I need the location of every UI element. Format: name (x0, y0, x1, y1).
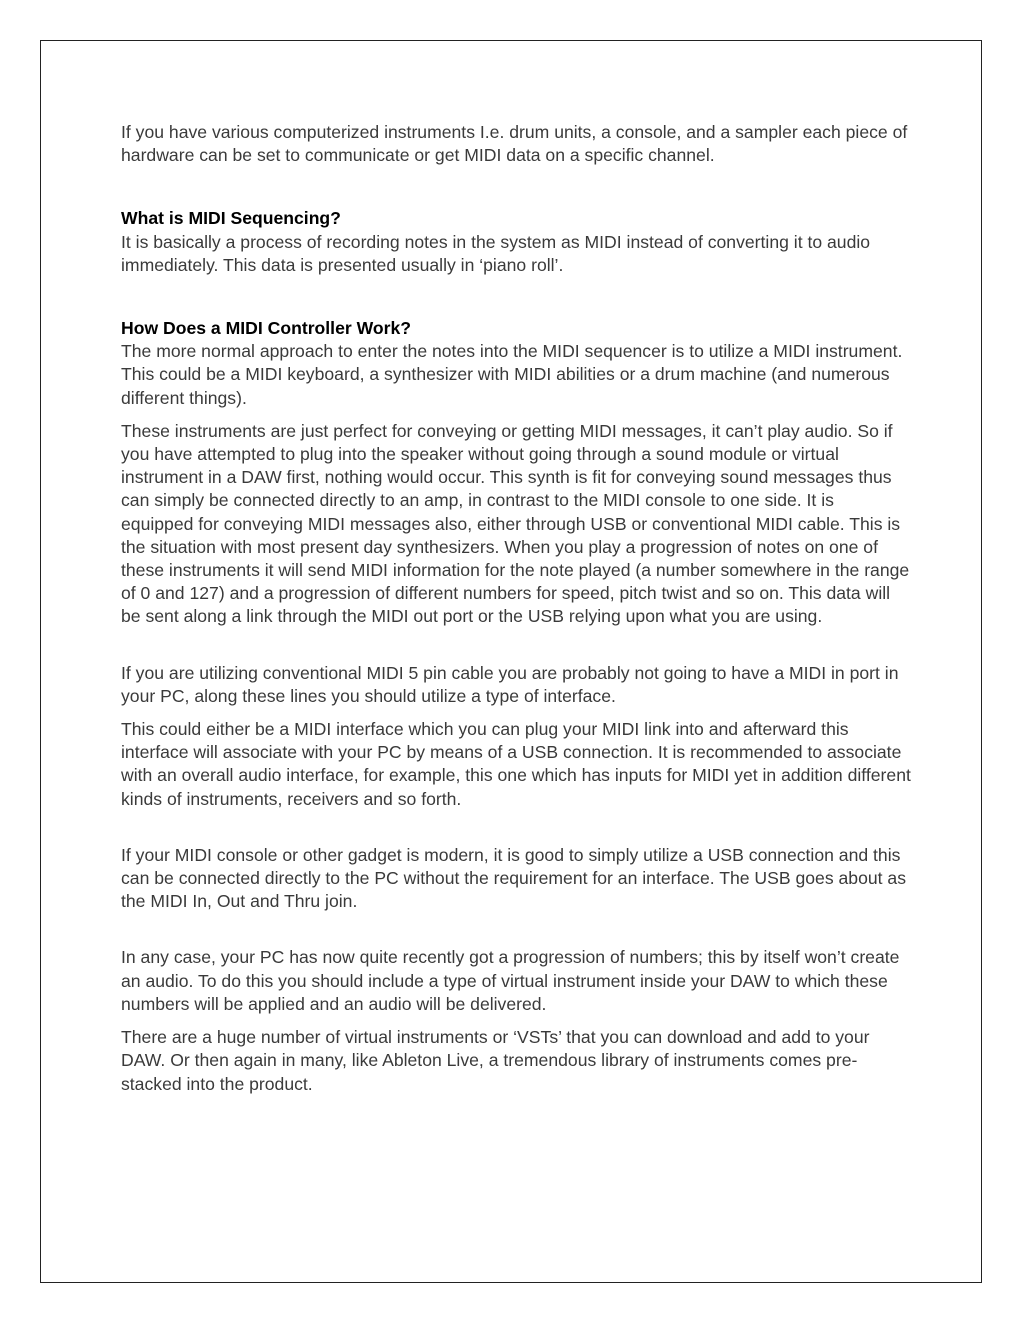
body-paragraph: This could either be a MIDI interface which you can plug your MIDI link into and afterward this interface will associate with your PC by means of a USB connection. It is recommended to associate with an overall audio interface, for example, this one which has inputs for MIDI yet in addition different kinds of instruments, receivers and so forth. (121, 719, 911, 809)
body-paragraph: If your MIDI console or other gadget is modern, it is good to simply utilize a USB connection and this can be connected directly to the PC without the requirement for an interface. The USB goes about as the MIDI In, Out and Thru join. (121, 844, 907, 912)
body-paragraph: These instruments are just perfect for conveying or getting MIDI messages, it can’t play audio. So if you have attempted to plug into the speaker without going through a sound module or virtual instrument in a DAW first, nothing would occur. This synth is fit for conveying sound messages thus can simply be connected directly to an amp, in contrast to the MIDI console to one side. It is equipped for conveying MIDI messages also, either through USB or conventional MIDI cable. This is the situation with most present day synthesizers. When you play a progression of notes on one of these instruments it will send MIDI information for the note played (a number somewhere in the range of 0 and 127) and a progression of different numbers for speed, pitch twist and so on. This data will be sent along a link through the MIDI out port or the USB relying upon what you are using. (121, 420, 910, 627)
body-paragraph: If you are utilizing conventional MIDI 5 pin cable you are probably not going to have a MIDI in port in your PC, along these lines you should utilize a type of interface. (121, 662, 899, 706)
document-body (121, 121, 911, 1096)
midi-controller-section (121, 317, 911, 629)
body-paragraph: There are a huge number of virtual instruments or ‘VSTs’ that you can download and add to your DAW. Or then again in many, like Ableton Live, a tremendous library of instruments comes pre-stacked into the product. (121, 1027, 870, 1094)
body-paragraph: It is basically a process of recording notes in the system as MIDI instead of converting it to audio immediately. This data is presented usually in ‘piano roll’. (121, 231, 871, 275)
section-heading: How Does a MIDI Controller Work? (121, 318, 411, 339)
body-paragraph: If you have various computerized instruments I.e. drum units, a console, and a sampler each piece of hardware can be set to communicate or get MIDI data on a specific channel. (121, 122, 908, 166)
body-paragraph: The more normal approach to enter the notes into the MIDI sequencer is to utilize a MIDI instrument. This could be a MIDI keyboard, a synthesizer with MIDI abilities or a drum machine (and numerous different things). (121, 341, 903, 408)
body-paragraph: In any case, your PC has now quite recently got a progression of numbers; this by itself won’t create an audio. To do this you should include a type of virtual instrument inside your DAW to which these numbers will be applied and an audio will be delivered. (121, 947, 900, 1014)
midi-cable-section (121, 662, 911, 811)
midi-sequencing-section (121, 207, 911, 277)
virtual-instrument-section (121, 946, 911, 1095)
section-heading: What is MIDI Sequencing? (121, 208, 341, 229)
intro-section (121, 121, 911, 167)
usb-connection-section (121, 844, 911, 914)
